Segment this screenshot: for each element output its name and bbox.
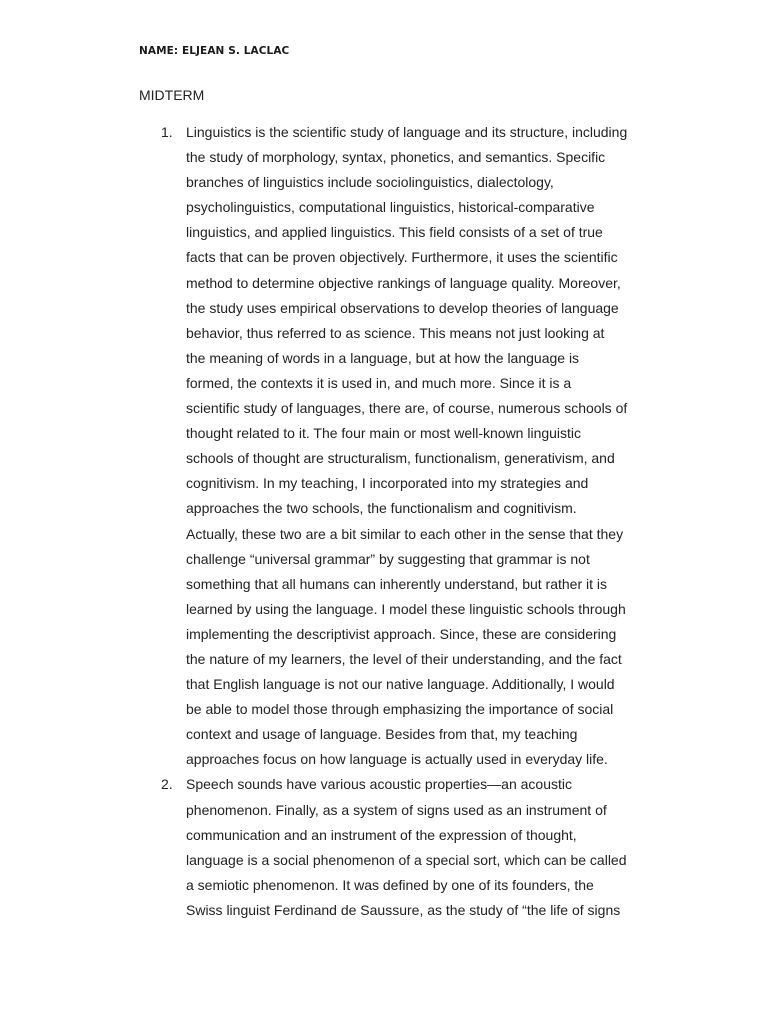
paragraph-line: context and usage of language. Besides from that, my teaching — [186, 726, 578, 743]
answer-list — [0, 120, 768, 923]
paragraph-line: linguistics, and applied linguistics. This field consists of a set of true — [186, 224, 603, 241]
paragraph-line: approaches focus on how language is actually used in everyday life. — [186, 751, 608, 768]
paragraph-line: branches of linguistics include sociolinguistics, dialectology, — [186, 174, 554, 191]
paragraph-line: language is a social phenomenon of a special sort, which can be called — [186, 851, 627, 868]
paragraph-line: the study uses empirical observations to develop theories of language — [186, 299, 619, 316]
paragraph-line: Linguistics is the scientific study of language and its structure, including — [186, 124, 628, 140]
paragraph-line: Speech sounds have various acoustic properties—an acoustic — [186, 776, 572, 793]
list-item-number: 1. — [161, 124, 173, 140]
list-item-number: 2. — [161, 776, 173, 793]
paragraph-line: facts that can be proven objectively. Furthermore, it uses the scientific — [186, 249, 618, 266]
paragraph-line: schools of thought are structuralism, functionalism, generativism, and — [186, 450, 615, 467]
paragraph-line: method to determine objective rankings of language quality. Moreover, — [186, 274, 621, 291]
paragraph-line: formed, the contexts it is used in, and much more. Since it is a — [186, 374, 572, 391]
paragraph-line: learned by using the language. I model these linguistic schools through — [186, 600, 626, 617]
paragraph-line: the nature of my learners, the level of their understanding, and the fact — [186, 650, 622, 667]
paragraph-line: Swiss linguist Ferdinand de Saussure, as the study of “the life of signs — [186, 901, 621, 918]
paragraph-line: the meaning of words in a language, but at how the language is — [186, 349, 580, 366]
document-heading: MIDTERM — [139, 87, 205, 103]
list-item — [0, 772, 768, 923]
paragraph-line: scientific study of languages, there are, of course, numerous schools of — [186, 400, 628, 417]
list-item — [0, 120, 768, 772]
paragraph-line: be able to model those through emphasizing the importance of social — [186, 701, 614, 718]
paragraph-line: a semiotic phenomenon. It was defined by one of its founders, the — [186, 876, 594, 893]
paragraph-line: the study of morphology, syntax, phonetics, and semantics. Specific — [186, 149, 606, 166]
paragraph-line: challenge “universal grammar” by suggesting that grammar is not — [186, 550, 590, 567]
paragraph-line: Actually, these two are a bit similar to each other in the sense that they — [186, 525, 624, 542]
paragraph-line: communication and an instrument of the expression of thought, — [186, 826, 577, 843]
student-name: NAME: ELJEAN S. LACLAC — [139, 45, 290, 57]
paragraph-line: implementing the descriptivist approach. Since, these are considering — [186, 625, 617, 642]
paragraph-line: cognitivism. In my teaching, I incorporated into my strategies and — [186, 475, 589, 492]
paragraph-line: psycholinguistics, computational linguistics, historical-comparative — [186, 199, 595, 216]
paragraph-line: approaches the two schools, the functionalism and cognitivism. — [186, 500, 577, 517]
paragraph-line: thought related to it. The four main or most well-known linguistic — [186, 425, 582, 442]
paragraph-line: that English language is not our native language. Additionally, I would — [186, 676, 615, 693]
paragraph-line: something that all humans can inherently understand, but rather it is — [186, 575, 608, 592]
paragraph-line: behavior, thus referred to as science. This means not just looking at — [186, 324, 605, 341]
paragraph-line: phenomenon. Finally, as a system of signs used as an instrument of — [186, 801, 607, 818]
